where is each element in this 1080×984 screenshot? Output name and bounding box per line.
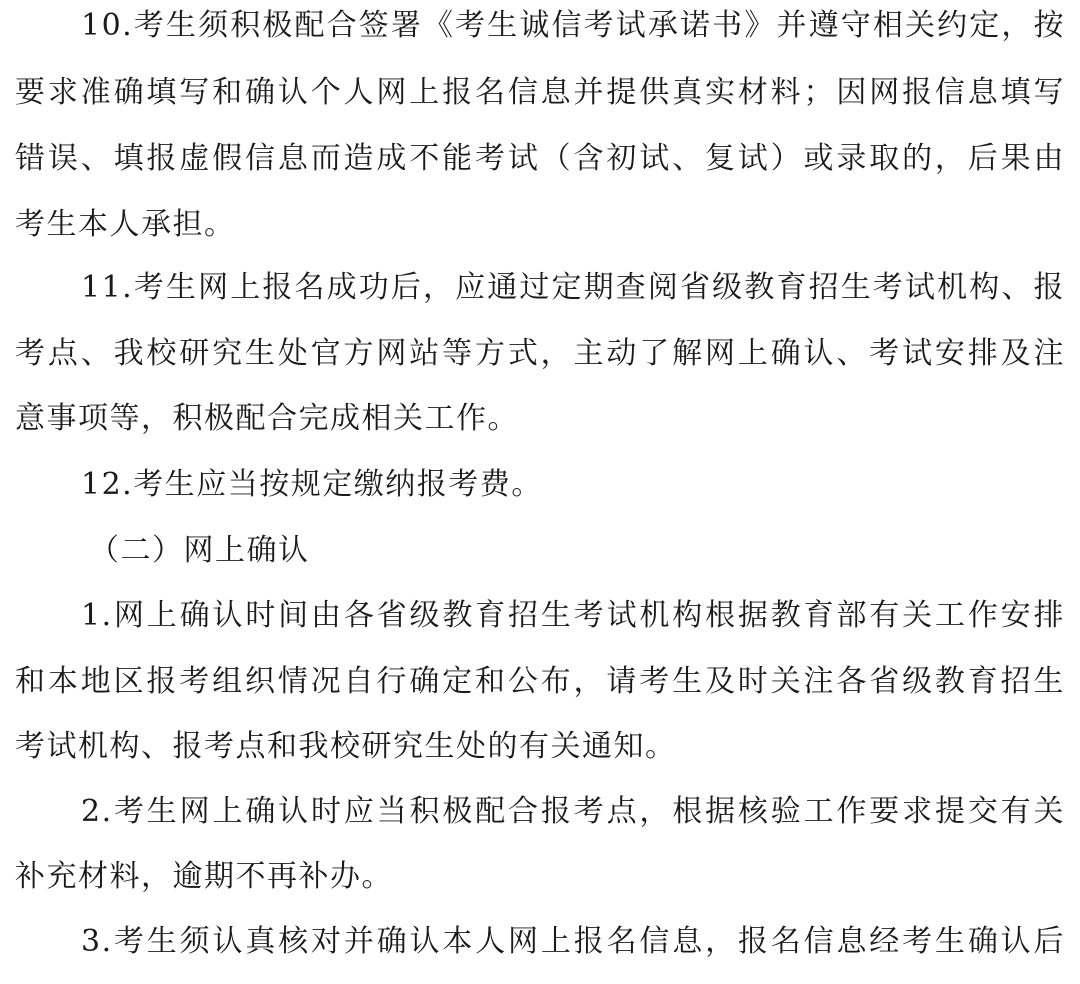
paragraph-11-line-2: 考点、我校研究生处官方网站等方式，主动了解网上确认、考试安排及注 [15,336,1065,371]
section-heading-online-confirmation: （二）网上确认 [89,533,310,568]
paragraph-2-line-2: 补充材料，逾期不再补办。 [15,859,393,894]
paragraph-10-line-2: 要求准确填写和确认个人网上报名信息并提供真实材料；因网报信息填写 [15,75,1065,110]
paragraph-10-line-1: 10.考生须积极配合签署《考生诚信考试承诺书》并遵守相关约定，按 [81,8,1065,43]
paragraph-1-line-3: 考试机构、报考点和我校研究生处的有关通知。 [15,729,677,764]
paragraph-11-line-1: 11.考生网上报名成功后，应通过定期查阅省级教育招生考试机构、报 [81,270,1065,305]
paragraph-12-line-1: 12.考生应当按规定缴纳报考费。 [81,467,543,502]
paragraph-1-line-1: 1.网上确认时间由各省级教育招生考试机构根据教育部有关工作安排 [81,598,1065,633]
paragraph-10-line-3: 错误、填报虚假信息而造成不能考试（含初试、复试）或录取的，后果由 [15,141,1065,176]
paragraph-1-line-2: 和本地区报考组织情况自行确定和公布，请考生及时关注各省级教育招生 [15,664,1065,699]
paragraph-11-line-3: 意事项等，积极配合完成相关工作。 [15,401,519,436]
paragraph-10-line-4: 考生本人承担。 [15,207,236,242]
paragraph-2-line-1: 2.考生网上确认时应当积极配合报考点，根据核验工作要求提交有关 [81,794,1065,829]
paragraph-3-line-1: 3.考生须认真核对并确认本人网上报名信息，报名信息经考生确认后 [81,924,1065,959]
